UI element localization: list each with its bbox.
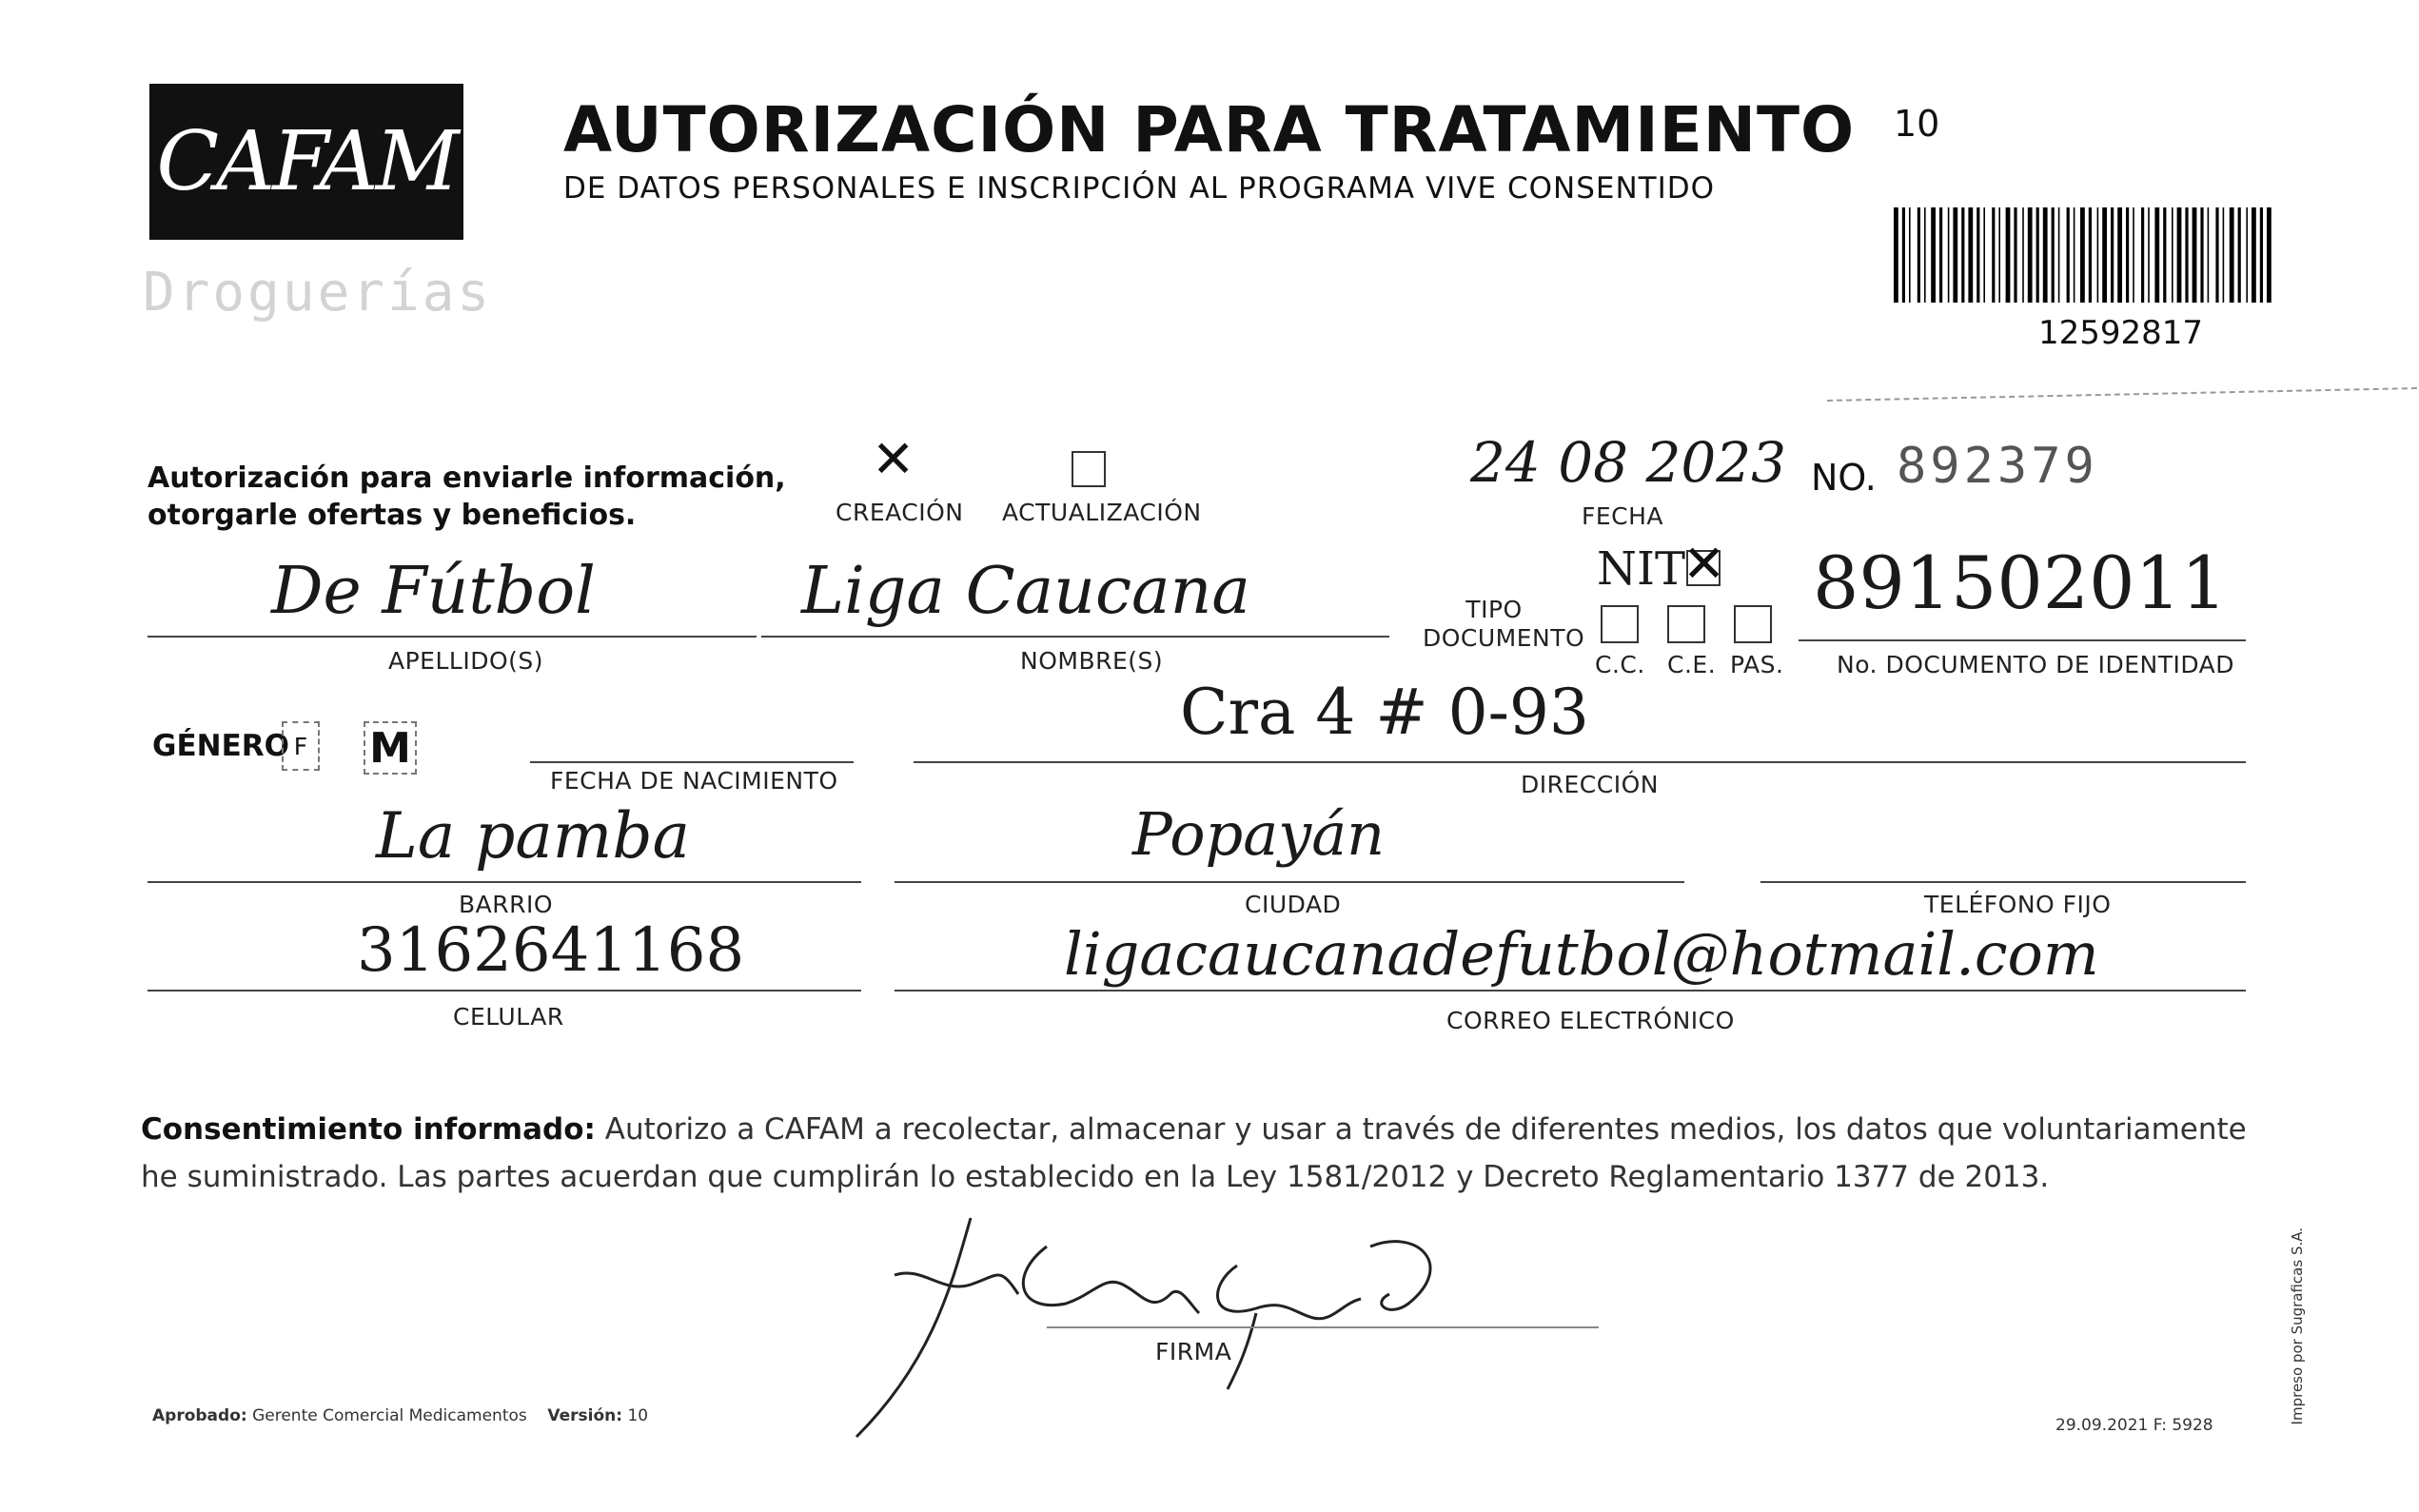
genero-f-label: F xyxy=(293,732,308,760)
direccion-line xyxy=(914,761,2246,763)
corner-mark: 10 xyxy=(1894,103,1940,145)
aprobado-value: Gerente Comercial Medicamentos xyxy=(252,1406,527,1425)
barrio-value[interactable]: La pamba xyxy=(376,799,690,873)
nombres-line xyxy=(761,636,1389,638)
tipo-documento-label-1: TIPO xyxy=(1465,596,1523,623)
authorization-text xyxy=(148,460,786,534)
consent-heading: Consentimiento informado: xyxy=(141,1112,596,1147)
cc-checkbox[interactable] xyxy=(1601,605,1639,643)
actualizacion-label: ACTUALIZACIÓN xyxy=(1002,499,1202,526)
barrio-line xyxy=(148,881,861,883)
fecha-nacimiento-label: FECHA DE NACIMIENTO xyxy=(550,767,838,795)
pas-checkbox[interactable] xyxy=(1734,605,1772,643)
cc-label: C.C. xyxy=(1595,651,1645,678)
fecha-nacimiento-line xyxy=(530,761,854,763)
barrio-label: BARRIO xyxy=(459,891,554,918)
celular-line xyxy=(148,990,861,992)
direccion-value[interactable]: Cra 4 # 0-93 xyxy=(1180,676,1589,749)
nit-label: NIT xyxy=(1597,542,1685,596)
version-value: 10 xyxy=(627,1406,649,1425)
authorization-line-1: Autorización para enviarle información, xyxy=(148,461,786,495)
nombres-value[interactable]: Liga Caucana xyxy=(801,554,1250,629)
aprobado-label: Aprobado: xyxy=(152,1406,247,1425)
dashed-divider xyxy=(1827,387,2417,402)
no-value: 892379 xyxy=(1897,438,2098,495)
ciudad-label: CIUDAD xyxy=(1245,891,1342,918)
telefono-label: TELÉFONO FIJO xyxy=(1924,891,2112,918)
direccion-label: DIRECCIÓN xyxy=(1521,771,1659,798)
authorization-line-2: otorgarle ofertas y beneficios. xyxy=(148,499,637,532)
ce-label: C.E. xyxy=(1667,651,1717,678)
ciudad-value[interactable]: Popayán xyxy=(1132,799,1386,869)
firma-line xyxy=(1047,1326,1599,1328)
footer-approved xyxy=(152,1406,648,1425)
tipo-documento-label-2: DOCUMENTO xyxy=(1423,624,1585,652)
telefono-line xyxy=(1760,881,2246,883)
documento-value[interactable]: 891502011 xyxy=(1813,540,2228,625)
genero-m-label: M xyxy=(369,723,411,773)
genero-f-box[interactable] xyxy=(282,721,320,771)
ce-checkbox[interactable] xyxy=(1667,605,1705,643)
printer-side-text: Impreso por Sugraficas S.A. xyxy=(2289,1227,2306,1425)
fecha-label: FECHA xyxy=(1582,502,1664,530)
celular-label: CELULAR xyxy=(453,1003,564,1031)
firma-label: FIRMA xyxy=(1155,1338,1232,1365)
barcode xyxy=(1894,207,2274,303)
nombres-label: NOMBRE(S) xyxy=(1020,647,1164,675)
correo-label: CORREO ELECTRÓNICO xyxy=(1446,1007,1735,1034)
nit-checkbox[interactable] xyxy=(1686,550,1721,586)
correo-line xyxy=(895,990,2246,992)
creacion-label: CREACIÓN xyxy=(836,499,964,526)
consent-paragraph xyxy=(141,1106,2253,1201)
version-label: Versión: xyxy=(547,1406,623,1425)
form-title: AUTORIZACIÓN PARA TRATAMIENTO xyxy=(563,93,1856,167)
correo-value[interactable]: ligacaucanadefutbol@hotmail.com xyxy=(1064,919,2099,989)
logo-subtitle: Droguerías xyxy=(143,262,493,324)
apellidos-value[interactable]: De Fútbol xyxy=(271,554,596,629)
actualizacion-checkbox[interactable] xyxy=(1072,451,1106,487)
documento-label: No. DOCUMENTO DE IDENTIDAD xyxy=(1837,651,2235,678)
genero-label: GÉNERO xyxy=(152,729,289,763)
barcode-number: 12592817 xyxy=(2038,314,2204,352)
consent-text: Autorizo a CAFAM a recolectar, almacenar y usar a través de diferentes medios, los datos que voluntariamente he suministrado. Las partes acuerdan que cumplirán lo establecido en la Ley 1581/2012 y Decreto Reglamentario 1377 de 2013. xyxy=(141,1112,2247,1194)
form-subtitle: DE DATOS PERSONALES E INSCRIPCIÓN AL PROGRAMA VIVE CONSENTIDO xyxy=(563,171,1716,206)
cafam-logo xyxy=(149,84,463,240)
documento-line xyxy=(1799,639,2246,641)
celular-value[interactable]: 3162641168 xyxy=(357,915,745,986)
apellidos-line xyxy=(148,636,757,638)
footer-code: 29.09.2021 F: 5928 xyxy=(2055,1416,2213,1435)
creacion-checkbox[interactable] xyxy=(877,447,912,483)
apellidos-label: APELLIDO(S) xyxy=(388,647,544,675)
no-label: NO. xyxy=(1811,457,1877,499)
genero-m-box[interactable] xyxy=(364,721,417,775)
ciudad-line xyxy=(895,881,1684,883)
pas-label: PAS. xyxy=(1730,651,1784,678)
fecha-value[interactable]: 24 08 2023 xyxy=(1470,430,1787,495)
logo-text: CAFAM xyxy=(156,114,457,209)
